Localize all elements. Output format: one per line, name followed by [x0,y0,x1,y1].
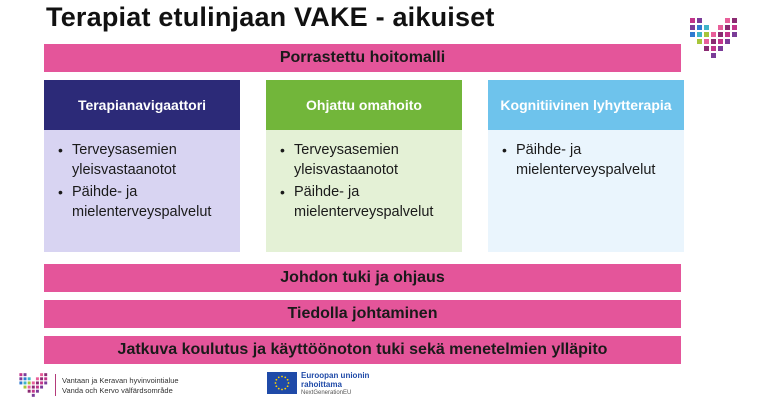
card-kognitiivinen-lyhytterapia [488,80,684,252]
list-item: • Terveysasemien yleisvastaanotot [280,140,456,180]
card-body [488,130,684,252]
eu-flag-icon [267,372,297,394]
card-terapianavigaattori [44,80,240,252]
card-body [44,130,240,252]
card-header: Ohjattu omahoito [266,80,462,130]
footer-divider [55,374,56,396]
band-tiedolla-johtaminen: Tiedolla johtaminen [44,300,681,328]
footer-org-name [62,376,179,396]
card-header: Terapianavigaattori [44,80,240,130]
eu-funding-text [301,371,369,389]
slide-title: Terapiat etulinjaan VAKE - aikuiset [46,2,495,32]
eu-line-2: rahoittama [301,380,342,389]
list-item: • Päihde- ja mielenterveyspalvelut [502,140,678,180]
band-johdon-tuki: Johdon tuki ja ohjaus [44,264,681,292]
band-jatkuva-koulutus: Jatkuva koulutus ja käyttöönoton tuki sekä menetelmien ylläpito [44,336,681,364]
list-item: • Päihde- ja mielenterveyspalvelut [58,182,234,222]
top-band: Porrastettu hoitomalli [44,44,681,72]
eu-next-gen: NextGenerationEU [301,390,352,396]
card-header: Kognitiivinen lyhytterapia [488,80,684,130]
heart-logo-icon [688,16,738,60]
list-item: • Päihde- ja mielenterveyspalvelut [280,182,456,222]
org-line-2: Vanda och Kervo välfärdsområde [62,386,173,395]
card-ohjattu-omahoito [266,80,462,252]
card-body [266,130,462,252]
eu-line-1: Euroopan unionin [301,371,370,380]
list-item: • Terveysasemien yleisvastaanotot [58,140,234,180]
heart-logo-small-icon [18,372,48,398]
org-line-1: Vantaan ja Keravan hyvinvointialue [62,376,179,385]
